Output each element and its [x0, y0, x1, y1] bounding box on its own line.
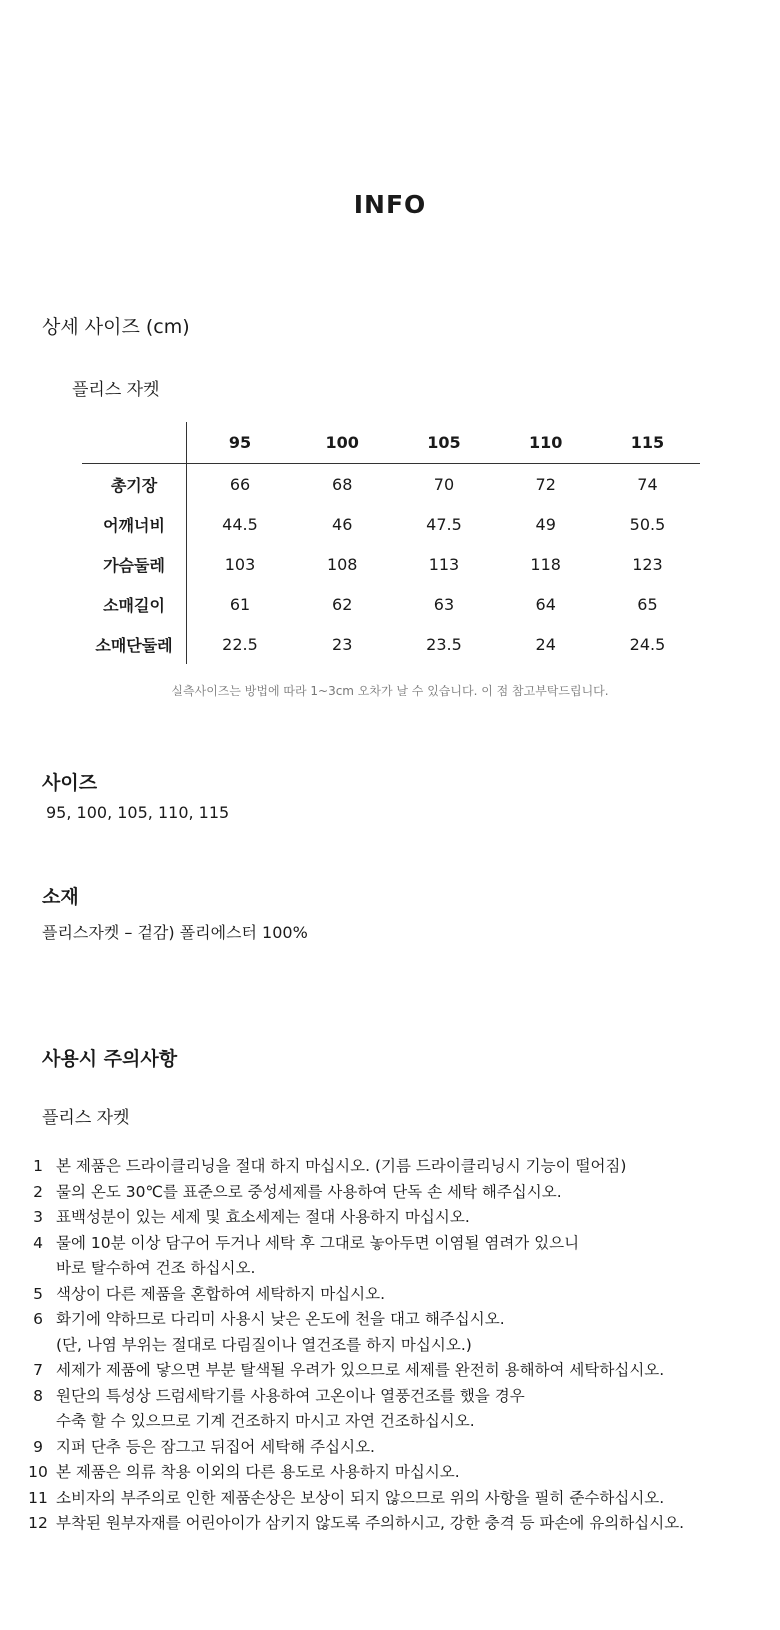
measurement-value: 22.5 [222, 634, 258, 654]
care-item-text: 화기에 약하므로 다리미 사용시 낮은 온도에 천을 대고 해주십시오. (단, 나염 부위는 절대로 다림질이나 열건조를 하지 마십시오.) [56, 1310, 505, 1354]
care-item-number: 2 [33, 1182, 43, 1201]
care-item-text: 세제가 제품에 닿으면 부분 탈색될 우려가 있으므로 세제를 완전히 용해하여 세탁하십시오. [56, 1361, 665, 1379]
measurement-value: 49 [535, 514, 556, 534]
size-detail-heading: 상세 사이즈 (cm) [42, 316, 190, 338]
care-item-number: 1 [33, 1157, 43, 1175]
sizes-heading: 사이즈 [42, 772, 98, 794]
care-item-text: 물에 10분 이상 담구어 두거나 세탁 후 그대로 놓아두면 이염될 염려가 있으니 바로 탈수하여 건조 하십시오. [56, 1233, 580, 1277]
measurement-value: 50.5 [629, 514, 666, 534]
care-item-text: 본 제품은 의류 착용 이외의 다른 용도로 사용하지 마십시오. [56, 1463, 460, 1481]
measurement-value: 123 [632, 554, 663, 574]
list-item [20, 1205, 770, 1231]
size-table [82, 422, 700, 664]
care-item-text: 지퍼 단추 등은 잠그고 뒤집어 세탁해 주십시오. [56, 1437, 375, 1456]
list-item [20, 1486, 770, 1512]
care-item-number: 6 [33, 1310, 43, 1328]
measurement-value: 64 [535, 594, 556, 614]
care-instructions-list [20, 1154, 770, 1537]
measurement-value: 63 [433, 594, 455, 614]
list-item [20, 1282, 770, 1308]
care-item-text: 물의 온도 30℃를 표준으로 중성세제를 사용하여 단독 손 세탁 해주십시오. [56, 1182, 562, 1201]
care-item-number: 11 [28, 1488, 48, 1507]
measurement-value: 108 [326, 554, 358, 574]
care-item-text: 표백성분이 있는 세제 및 효소세제는 절대 사용하지 마십시오. [56, 1208, 470, 1226]
measurement-label: 어깨너비 [82, 504, 187, 544]
table-row [82, 544, 700, 584]
care-item-number: 4 [33, 1233, 43, 1252]
care-item-number: 7 [33, 1361, 43, 1379]
measurement-label: 가슴둘레 [82, 544, 187, 584]
measurement-value: 68 [332, 474, 353, 494]
measurement-value: 118 [530, 554, 561, 574]
size-column-header: 110 [496, 422, 594, 464]
size-table-corner-cell [82, 422, 187, 464]
care-item-number: 12 [28, 1514, 48, 1532]
care-heading: 사용시 주의사항 [42, 1048, 178, 1070]
sizes-value: 95, 100, 105, 110, 115 [46, 803, 230, 822]
measurement-value: 46 [332, 514, 353, 534]
measurement-value: 74 [637, 474, 658, 494]
measurement-value: 65 [637, 594, 658, 614]
care-item-number: 5 [33, 1284, 43, 1303]
list-item [20, 1460, 770, 1486]
care-item-number: 10 [28, 1463, 48, 1481]
page-title: INFO [353, 190, 427, 219]
measurement-label: 소매길이 [82, 584, 187, 624]
care-item-text: 소비자의 부주의로 인한 제품손상은 보상이 되지 않으므로 위의 사항을 필히 준수하십시오. [56, 1488, 665, 1507]
list-item [20, 1511, 770, 1537]
measurement-value: 23 [332, 634, 353, 654]
size-column-header: 95 [187, 422, 293, 464]
care-product-name: 플리스 자켓 [42, 1108, 130, 1128]
table-row [82, 504, 700, 544]
measurement-value: 23.5 [426, 634, 462, 654]
size-table-header-row [82, 422, 700, 464]
list-item [20, 1307, 770, 1358]
measurement-value: 62 [332, 594, 353, 614]
table-row [82, 584, 700, 624]
measurement-value: 72 [535, 474, 556, 494]
measurement-value: 66 [229, 474, 251, 494]
measurement-label: 총기장 [82, 464, 187, 505]
measurement-value: 24 [535, 634, 556, 654]
measurement-value: 103 [224, 554, 256, 574]
size-detail-product-name: 플리스 자켓 [72, 380, 160, 400]
measurement-value: 44.5 [222, 514, 258, 534]
list-item [20, 1358, 770, 1384]
care-item-number: 9 [33, 1437, 43, 1456]
care-item-number: 3 [33, 1208, 43, 1226]
measurement-value: 113 [428, 554, 460, 574]
measurement-value: 61 [229, 594, 251, 614]
measurement-value: 24.5 [629, 634, 666, 654]
list-item [20, 1435, 770, 1461]
size-column-header: 105 [391, 422, 496, 464]
list-item [20, 1384, 770, 1435]
table-row [82, 624, 700, 664]
measurement-label: 소매단둘레 [82, 624, 187, 664]
list-item [20, 1154, 770, 1180]
table-row [82, 464, 700, 505]
care-item-text: 색상이 다른 제품을 혼합하여 세탁하지 마십시오. [56, 1284, 386, 1303]
size-column-header: 100 [293, 422, 391, 464]
list-item [20, 1180, 770, 1206]
size-column-header: 115 [595, 422, 700, 464]
measurement-value: 47.5 [426, 514, 462, 534]
care-item-text: 부착된 원부자재를 어린아이가 삼키지 않도록 주의하시고, 강한 충격 등 파손에 유의하십시오. [56, 1514, 685, 1532]
care-item-number: 8 [33, 1386, 43, 1405]
measurement-note: 실측사이즈는 방법에 따라 1~3cm 오차가 날 수 있습니다. 이 점 참고부탁드립니다. [171, 684, 609, 698]
material-value: 플리스자켓 – 겉감) 폴리에스터 100% [42, 923, 308, 942]
care-item-text: 본 제품은 드라이클리닝을 절대 하지 마십시오. (기름 드라이클리닝시 기능이 떨어짐) [56, 1157, 627, 1175]
measurement-value: 70 [433, 474, 455, 494]
care-item-text: 원단의 특성상 드럼세탁기를 사용하여 고온이나 열풍건조를 했을 경우 수축 할 수 있으므로 기계 건조하지 마시고 자연 건조하십시오. [56, 1386, 525, 1430]
material-heading: 소재 [42, 886, 79, 908]
list-item [20, 1231, 770, 1282]
